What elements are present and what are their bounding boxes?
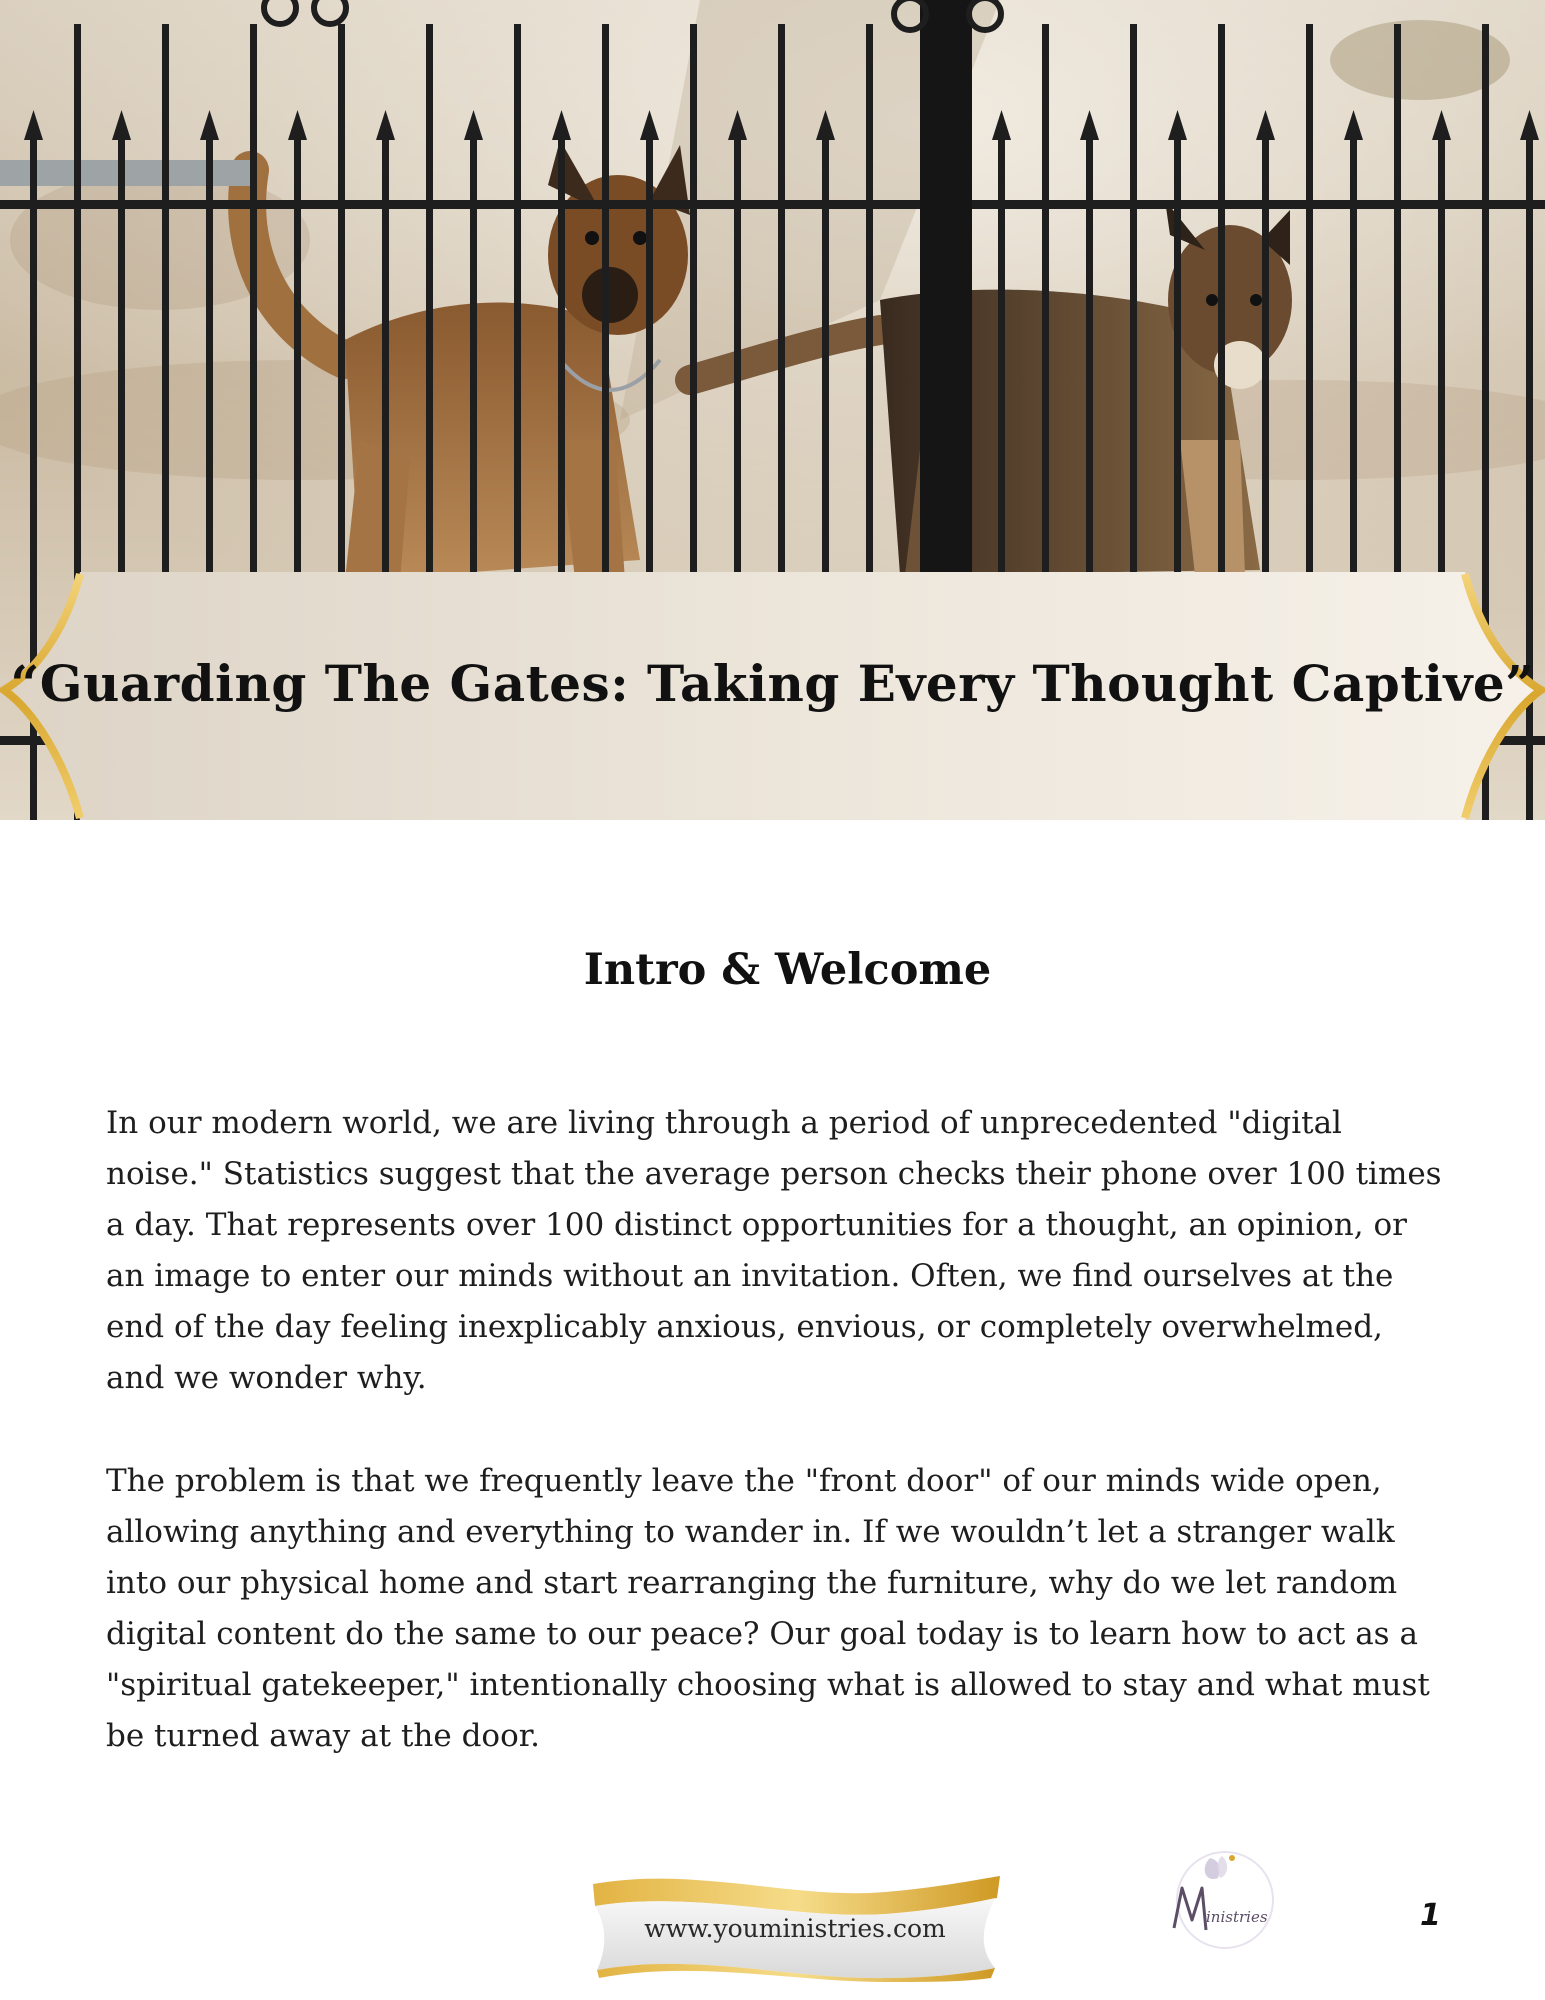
logo-mark [1160, 1838, 1290, 1958]
section-heading: Intro & Welcome [583, 945, 992, 995]
intro-paragraph-1: In our modern world, we are living through a period of unprecedented "digital noise." Statistics suggest that the average person checks their phone over 100 times a day. That represents over 100 distinct opportunities for a thought, an opinion, or an image to enter our minds without an invitation. Often, we find ourselves at the end of the day feeling inexplicably anxious, envious, or completely overwhelmed, and we wonder why. [106, 1105, 1442, 1396]
intro-paragraph-2: The problem is that we frequently leave the "front door" of our minds wide open, allowing anything and everything to wander in. If we wouldn’t let a stranger walk into our physical home and start rearranging the furniture, why do we let random digital content do the same to our peace? Our goal today is to learn how to act as a "spiritual gatekeeper," intentionally choosing what is allowed to stay and what must be turned away at the door. [106, 1463, 1430, 1754]
website-ribbon [585, 1870, 1005, 1982]
svg-text:inistries: inistries [1206, 1908, 1268, 1926]
title-banner [0, 572, 1545, 820]
document-title: “Guarding The Gates: Taking Every Thought Captive” [10, 654, 1535, 713]
ministries-logo [1160, 1838, 1290, 1958]
page-number: 1 [1420, 1898, 1441, 1933]
gate-rail [0, 200, 1545, 209]
website-link[interactable]: www.youministries.com [644, 1914, 946, 1943]
